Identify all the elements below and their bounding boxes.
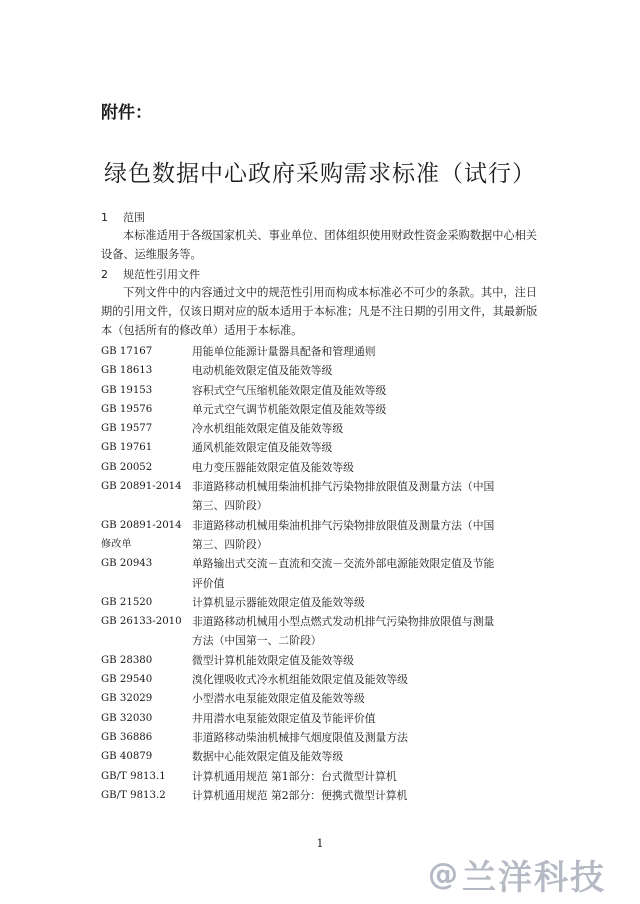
reference-title: 电力变压器能效限定值及能效等级: [192, 460, 354, 474]
reference-title: 用能单位能源计量器具配备和管理通则: [192, 345, 376, 358]
reference-item: [101, 709, 541, 728]
document-title: 绿色数据中心政府采购需求标准（试行）: [104, 161, 536, 187]
watermark: [428, 850, 606, 899]
reference-title: 计算机通用规范 第2部分：便携式微型计算机: [192, 788, 408, 802]
reference-item: [101, 477, 541, 516]
section-paragraph: 下列文件中的内容通过文中的规范性引用而构成本标准必不可少的条款。其中，注日期的引用文件，仅该日期对应的版本适用于本标准；凡是不注日期的引用文件，其最新版本（包括所有的修改单）适用于本标准。: [101, 286, 538, 337]
reference-code: GB 28380: [101, 654, 153, 666]
reference-title: 数据中心能效限定值及能效等级: [192, 750, 344, 764]
section-title: 规范性引用文件: [123, 268, 200, 281]
reference-code: GB 36886: [101, 731, 153, 743]
reference-code: GB 19761: [101, 442, 153, 454]
section-heading: [101, 266, 200, 282]
reference-code: GB 18613: [101, 365, 153, 377]
reference-code: GB 19577: [101, 423, 153, 435]
reference-title: 冷水机组能效限定值及能效等级: [192, 422, 344, 436]
reference-code: GB 20052: [101, 461, 153, 473]
section-number: 1: [101, 211, 108, 224]
reference-item: [101, 516, 541, 555]
reference-item: [101, 554, 541, 593]
reference-item: [101, 651, 541, 670]
reference-item: [101, 381, 541, 400]
section-number: 2: [101, 268, 108, 281]
reference-item: [101, 400, 541, 419]
reference-code: GB 40879: [101, 751, 153, 763]
reference-item: [101, 419, 541, 438]
reference-item: [101, 670, 541, 689]
reference-code: GB 19576: [101, 403, 153, 415]
reference-code: GB 26133-2010: [101, 616, 182, 628]
reference-item: [101, 728, 541, 747]
reference-title: 非道路移动机械用柴油机排气污染物排放限值及测量方法（中国 第三、四阶段）: [192, 518, 495, 551]
reference-title: 非道路移动柴油机械排气烟度限值及测量方法: [192, 730, 408, 744]
reference-code: GB 17167: [101, 346, 153, 357]
reference-item: [101, 458, 541, 477]
reference-title: 溴化锂吸收式冷水机组能效限定值及能效等级: [192, 673, 408, 687]
reference-code: GB/T 9813.2: [101, 789, 166, 801]
reference-item: [101, 612, 541, 651]
reference-code: GB/T 9813.1: [101, 770, 166, 782]
reference-item: [101, 747, 541, 766]
reference-code: GB 20891-2014 修改单: [101, 519, 182, 550]
page-number: 1: [316, 837, 324, 850]
reference-title: 非道路移动机械用小型点燃式发动机排气污染物排放限值与测量 方法（中国第一、二阶段）: [192, 615, 495, 648]
attachment-label: 附件：: [101, 103, 152, 123]
reference-code: GB 32029: [101, 693, 153, 705]
reference-item: [101, 438, 541, 457]
reference-title: 非道路移动机械用柴油机排气污染物排放限值及测量方法（中国 第三、四阶段）: [192, 480, 495, 513]
section-paragraph: 本标准适用于各级国家机关、事业单位、团体组织使用财政性资金采购数据中心相关设备、运维服务等。: [101, 229, 537, 261]
reference-title: 单路输出式交流－直流和交流－交流外部电源能效限定值及节能 评价值: [192, 557, 495, 590]
reference-item: [101, 342, 541, 361]
reference-item: [101, 689, 541, 708]
reference-item: [101, 361, 541, 380]
reference-title: 通风机能效限定值及能效等级: [192, 441, 333, 455]
reference-item: [101, 786, 541, 805]
watermark-text: 兰洋科技: [462, 858, 606, 898]
reference-item: [101, 767, 541, 786]
reference-code: GB 19153: [101, 384, 153, 396]
reference-code: GB 20891-2014: [101, 481, 182, 493]
reference-title: 容积式空气压缩机能效限定值及能效等级: [192, 383, 387, 397]
reference-title: 井用潜水电泵能效限定值及节能评价值: [192, 711, 376, 725]
reference-title: 微型计算机能效限定值及能效等级: [192, 653, 354, 667]
reference-code: GB 29540: [101, 674, 153, 686]
reference-code: GB 21520: [101, 596, 153, 608]
reference-code: GB 32030: [101, 712, 153, 724]
reference-title: 小型潜水电泵能效限定值及能效等级: [192, 692, 365, 706]
reference-title: 电动机能效限定值及能效等级: [192, 364, 333, 378]
reference-title: 计算机通用规范 第1部分：台式微型计算机: [192, 769, 397, 783]
reference-list: [101, 342, 541, 805]
reference-item: [101, 593, 541, 612]
at-symbol: @: [428, 857, 458, 892]
section-heading: [101, 209, 145, 225]
reference-title: 计算机显示器能效限定值及能效等级: [192, 595, 365, 609]
reference-code: GB 20943: [101, 558, 153, 570]
section-title: 范围: [123, 211, 145, 224]
reference-title: 单元式空气调节机能效限定值及能效等级: [192, 402, 387, 416]
